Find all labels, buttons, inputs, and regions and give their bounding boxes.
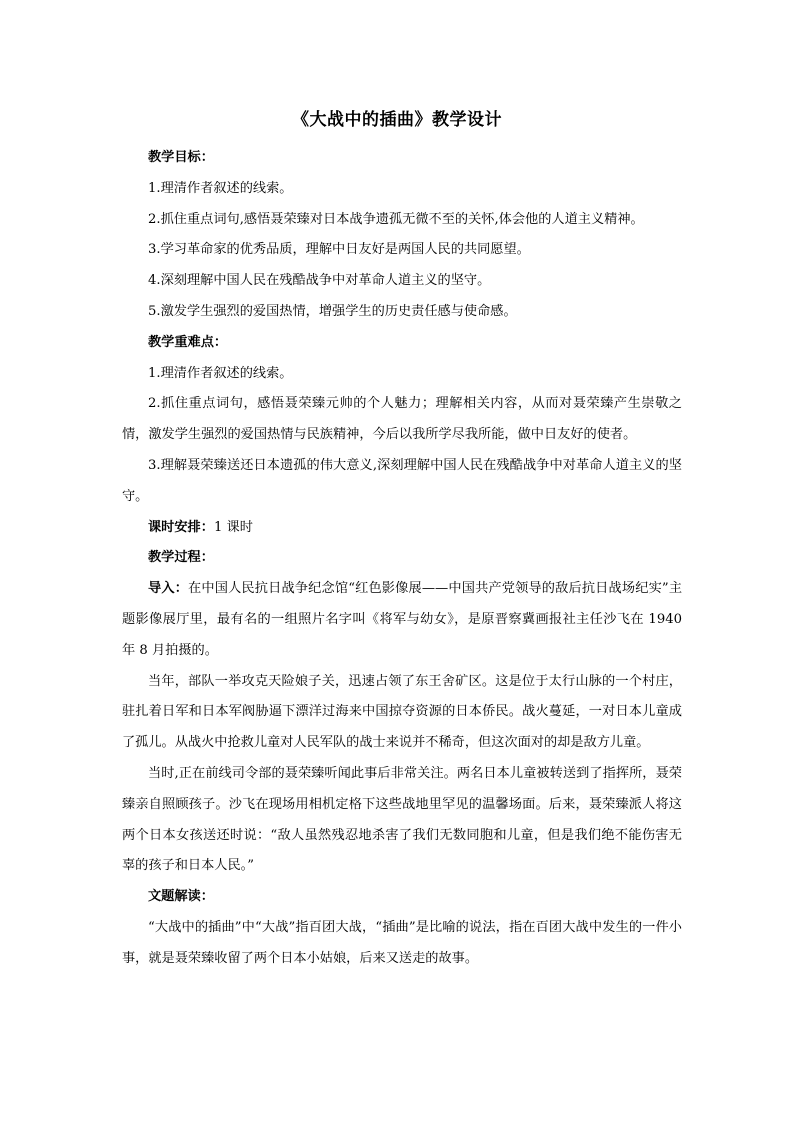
document-body [122,143,682,975]
objectives-heading: 教学目标： [148,150,214,165]
schedule-line [122,513,682,544]
title-explain-heading: 文题解读： [148,889,214,905]
objective-item: 5.激发学生强烈的爱国热情，增强学生的历史责任感与使命感。 [148,303,517,319]
process-paragraph: 当时,正在前线司令部的聂荣臻听闻此事后非常关注。两名日本儿童被转送到了指挥所，聂荣臻亲自照顾孩子。沙飞在现场用相机定格下这些战地里罕见的温馨场面。后来，聂荣臻派人将这两个日本女孩送还时说：“敌人虽然残忍地杀害了我们无数同胞和儿童，但是我们绝不能伤害无辜的孩子和日本人民。” [122,765,682,874]
intro-text: 在中国人民抗日战争纪念馆“红色影像展——中国共产党领导的敌后抗日战场纪实”主题影像展厅里，最有名的一组照片名字叫《将军与幼女》，是原晋察冀画报社主任沙飞在 1940 年 8 月拍摄的。 [122,581,683,658]
schedule-label: 课时安排： [148,519,214,535]
document-title: 《大战中的插曲》教学设计 [292,110,502,130]
intro-paragraph [122,574,682,666]
schedule-value: 1 课时 [213,519,253,535]
objective-item: 1.理清作者叙述的线索。 [148,180,293,196]
key-point-item: 2.抓住重点词句，感悟聂荣臻元帅的个人魅力；理解相关内容，从而对聂荣臻产生崇敬之情，激发学生强烈的爱国热情与民族精神，今后以我所学尽我所能，做中日友好的使者。 [122,396,682,443]
objective-item: 2.抓住重点词句,感悟聂荣臻对日本战争遗孤无微不至的关怀,体会他的人道主义精神。 [148,211,644,227]
key-point-item: 1.理清作者叙述的线索。 [148,365,293,381]
key-point-item: 3.理解聂荣臻送还日本遗孤的伟大意义,深刻理解中国人民在残酷战争中对革命人道主义的坚守。 [122,457,682,504]
objective-item: 3.学习革命家的优秀品质，理解中日友好是两国人民的共同愿望。 [148,242,530,258]
key-points-heading: 教学重难点： [148,334,228,350]
intro-label: 导入： [148,581,189,597]
process-heading: 教学过程： [148,550,214,566]
objective-item: 4.深刻理解中国人民在残酷战争中对革命人道主义的坚守。 [148,273,491,289]
title-explain-paragraph: “大战中的插曲”中“大战”指百团大战，“插曲”是比喻的说法，指在百团大战中发生的一件小事，就是聂荣臻收留了两个日本小姑娘，后来又送走的故事。 [122,919,682,966]
process-paragraph: 当年，部队一举攻克天险娘子关，迅速占领了东王舍矿区。这是位于太行山脉的一个村庄，驻扎着日军和日本军阀胁逼下漂洋过海来中国掠夺资源的日本侨民。战火蔓延，一对日本儿童成了孤儿。从战火中抢救儿童对人民军队的战士来说并不稀奇，但这次面对的却是敌方儿童。 [122,673,682,751]
